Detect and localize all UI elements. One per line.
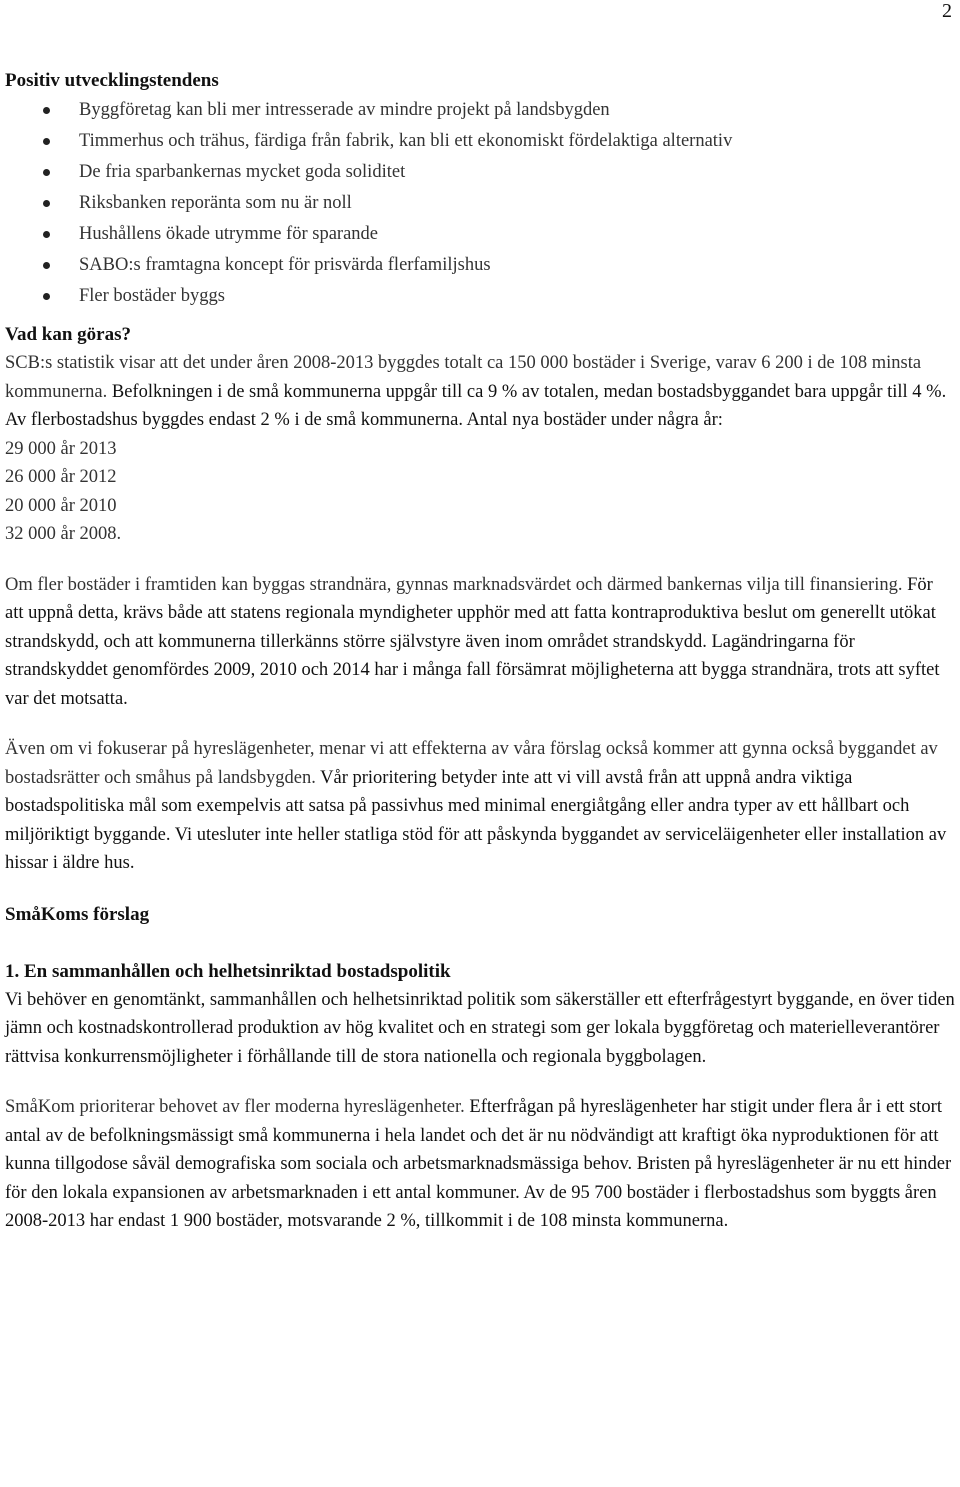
list-item: Timmerhus och trähus, färdiga från fabrik, kan bli ett ekonomiskt fördelaktiga alternativ <box>5 126 955 157</box>
year-item: 20 000 år 2010 <box>5 495 117 516</box>
bullet-icon <box>43 107 50 114</box>
paragraph-helhetsinriktad-politik: Vi behöver en genomtänkt, sammanhållen och helhetsinriktad politik som säkerställer ett efterfrågestyrt byggande, en över tiden jämn och kostnadskontrollerad produktion av hög kvalitet och en strategi som ger lokala byggföretag och materielleverantörer rättvisa konkurrensmöjligheter i förhållande till de stora nationella och regionala byggbolagen. <box>5 989 955 1067</box>
page-number: 2 <box>942 0 952 22</box>
bullet-icon <box>43 138 50 145</box>
year-item: 29 000 år 2013 <box>5 438 117 459</box>
year-item: 32 000 år 2008. <box>5 524 122 544</box>
list-item: Riksbanken reporänta som nu är noll <box>5 188 955 219</box>
list-item: Fler bostäder byggs <box>5 281 955 312</box>
year-list <box>5 435 955 549</box>
document-body <box>5 66 955 1236</box>
list-item: Byggföretag kan bli mer intresserade av mindre projekt på landsbygden <box>5 95 955 126</box>
list-item: De fria sparbankernas mycket goda soliditet <box>5 157 955 188</box>
bullet-icon <box>43 169 50 176</box>
year-item: 26 000 år 2012 <box>5 467 117 487</box>
bullet-icon <box>43 231 50 238</box>
heading-sammanhallen-bostadspolitik: 1. En sammanhållen och helhetsinriktad bostadspolitik <box>5 960 451 982</box>
heading-positive: Positiv utvecklingstendens <box>5 70 219 91</box>
bullet-icon <box>43 200 50 207</box>
paragraph-strandnara: Om fler bostäder i framtiden kan byggas strandnära, gynnas marknadsvärdet och därmed bankernas vilja till finansiering. För att uppnå detta, krävs både att statens regionala myndigheter upphör med att fatta kontraproduktiva beslut om generellt utökat strandskydd, och att kommunerna tillerkänns större självstyre även inom området strandskydd. Lagändringarna för strandskyddet genomfördes 2009, 2010 och 2014 har i många fall försämrat möjligheterna att bygga strandnära, trots att syftet var det motsatta. <box>5 574 940 709</box>
heading-smakoms-forslag: SmåKoms förslag <box>5 903 150 925</box>
paragraph-scb-statistics: SCB:s statistik visar att det under åren 2008-2013 byggdes totalt ca 150 000 bostäder i Sverige, varav 6 200 i de 108 minsta kommunerna. Befolkningen i de små kommunerna uppgår till ca 9 % av totalen, medan bostadsbyggandet bara uppgår till 4 %. Av flerbostadshus byggdes endast 2 % i de små kommunerna. Antal nya bostäder under några år: <box>5 353 947 430</box>
paragraph-hyreslagenheter-fokus: Även om vi fokuserar på hyreslägenheter, menar vi att effekterna av våra förslag också kommer att gynna också byggandet av bostadsrätter och småhus på landsbygden. Vår prioritering betyder inte att vi vill avstå från att uppnå andra viktiga bostadspolitiska mål som exempelvis att satsa på passivhus med minimal energiåtgång eller andra typer av ett hållbart och miljöriktigt byggande. Vi utesluter inte heller statliga stöd för att påskynda byggandet av serviceläigenheter eller installation av hissar i äldre hus. <box>5 739 947 873</box>
bullet-icon <box>43 293 50 300</box>
list-item: Hushållens ökade utrymme för sparande <box>5 219 955 250</box>
heading-vad-kan-goras: Vad kan göras? <box>5 324 132 345</box>
bullet-icon <box>43 262 50 269</box>
positive-list <box>5 95 955 312</box>
list-item: SABO:s framtagna koncept för prisvärda flerfamiljshus <box>5 250 955 281</box>
paragraph-smakom-prioriterar: SmåKom prioriterar behovet av fler moderna hyreslägenheter. Efterfrågan på hyreslägenheter har stigit under flera år i ett stort antal av de befolkningsmässigt små kommunerna i hela landet och det är nu nödvändigt att kraftigt öka nyproduktionen för att kunna tillgodose såväl demografiska som sociala och arbetsmarknadsmässiga behov. Bristen på hyreslägenheter är nu ett hinder för den lokala expansionen av arbetsmarknaden i ett antal kommuner. Av de 95 700 bostäder i flerbostadshus som byggts åren 2008-2013 har endast 1 900 bostäder, motsvarande 2 %, tillkommit i de 108 minsta kommunerna. <box>5 1097 952 1231</box>
